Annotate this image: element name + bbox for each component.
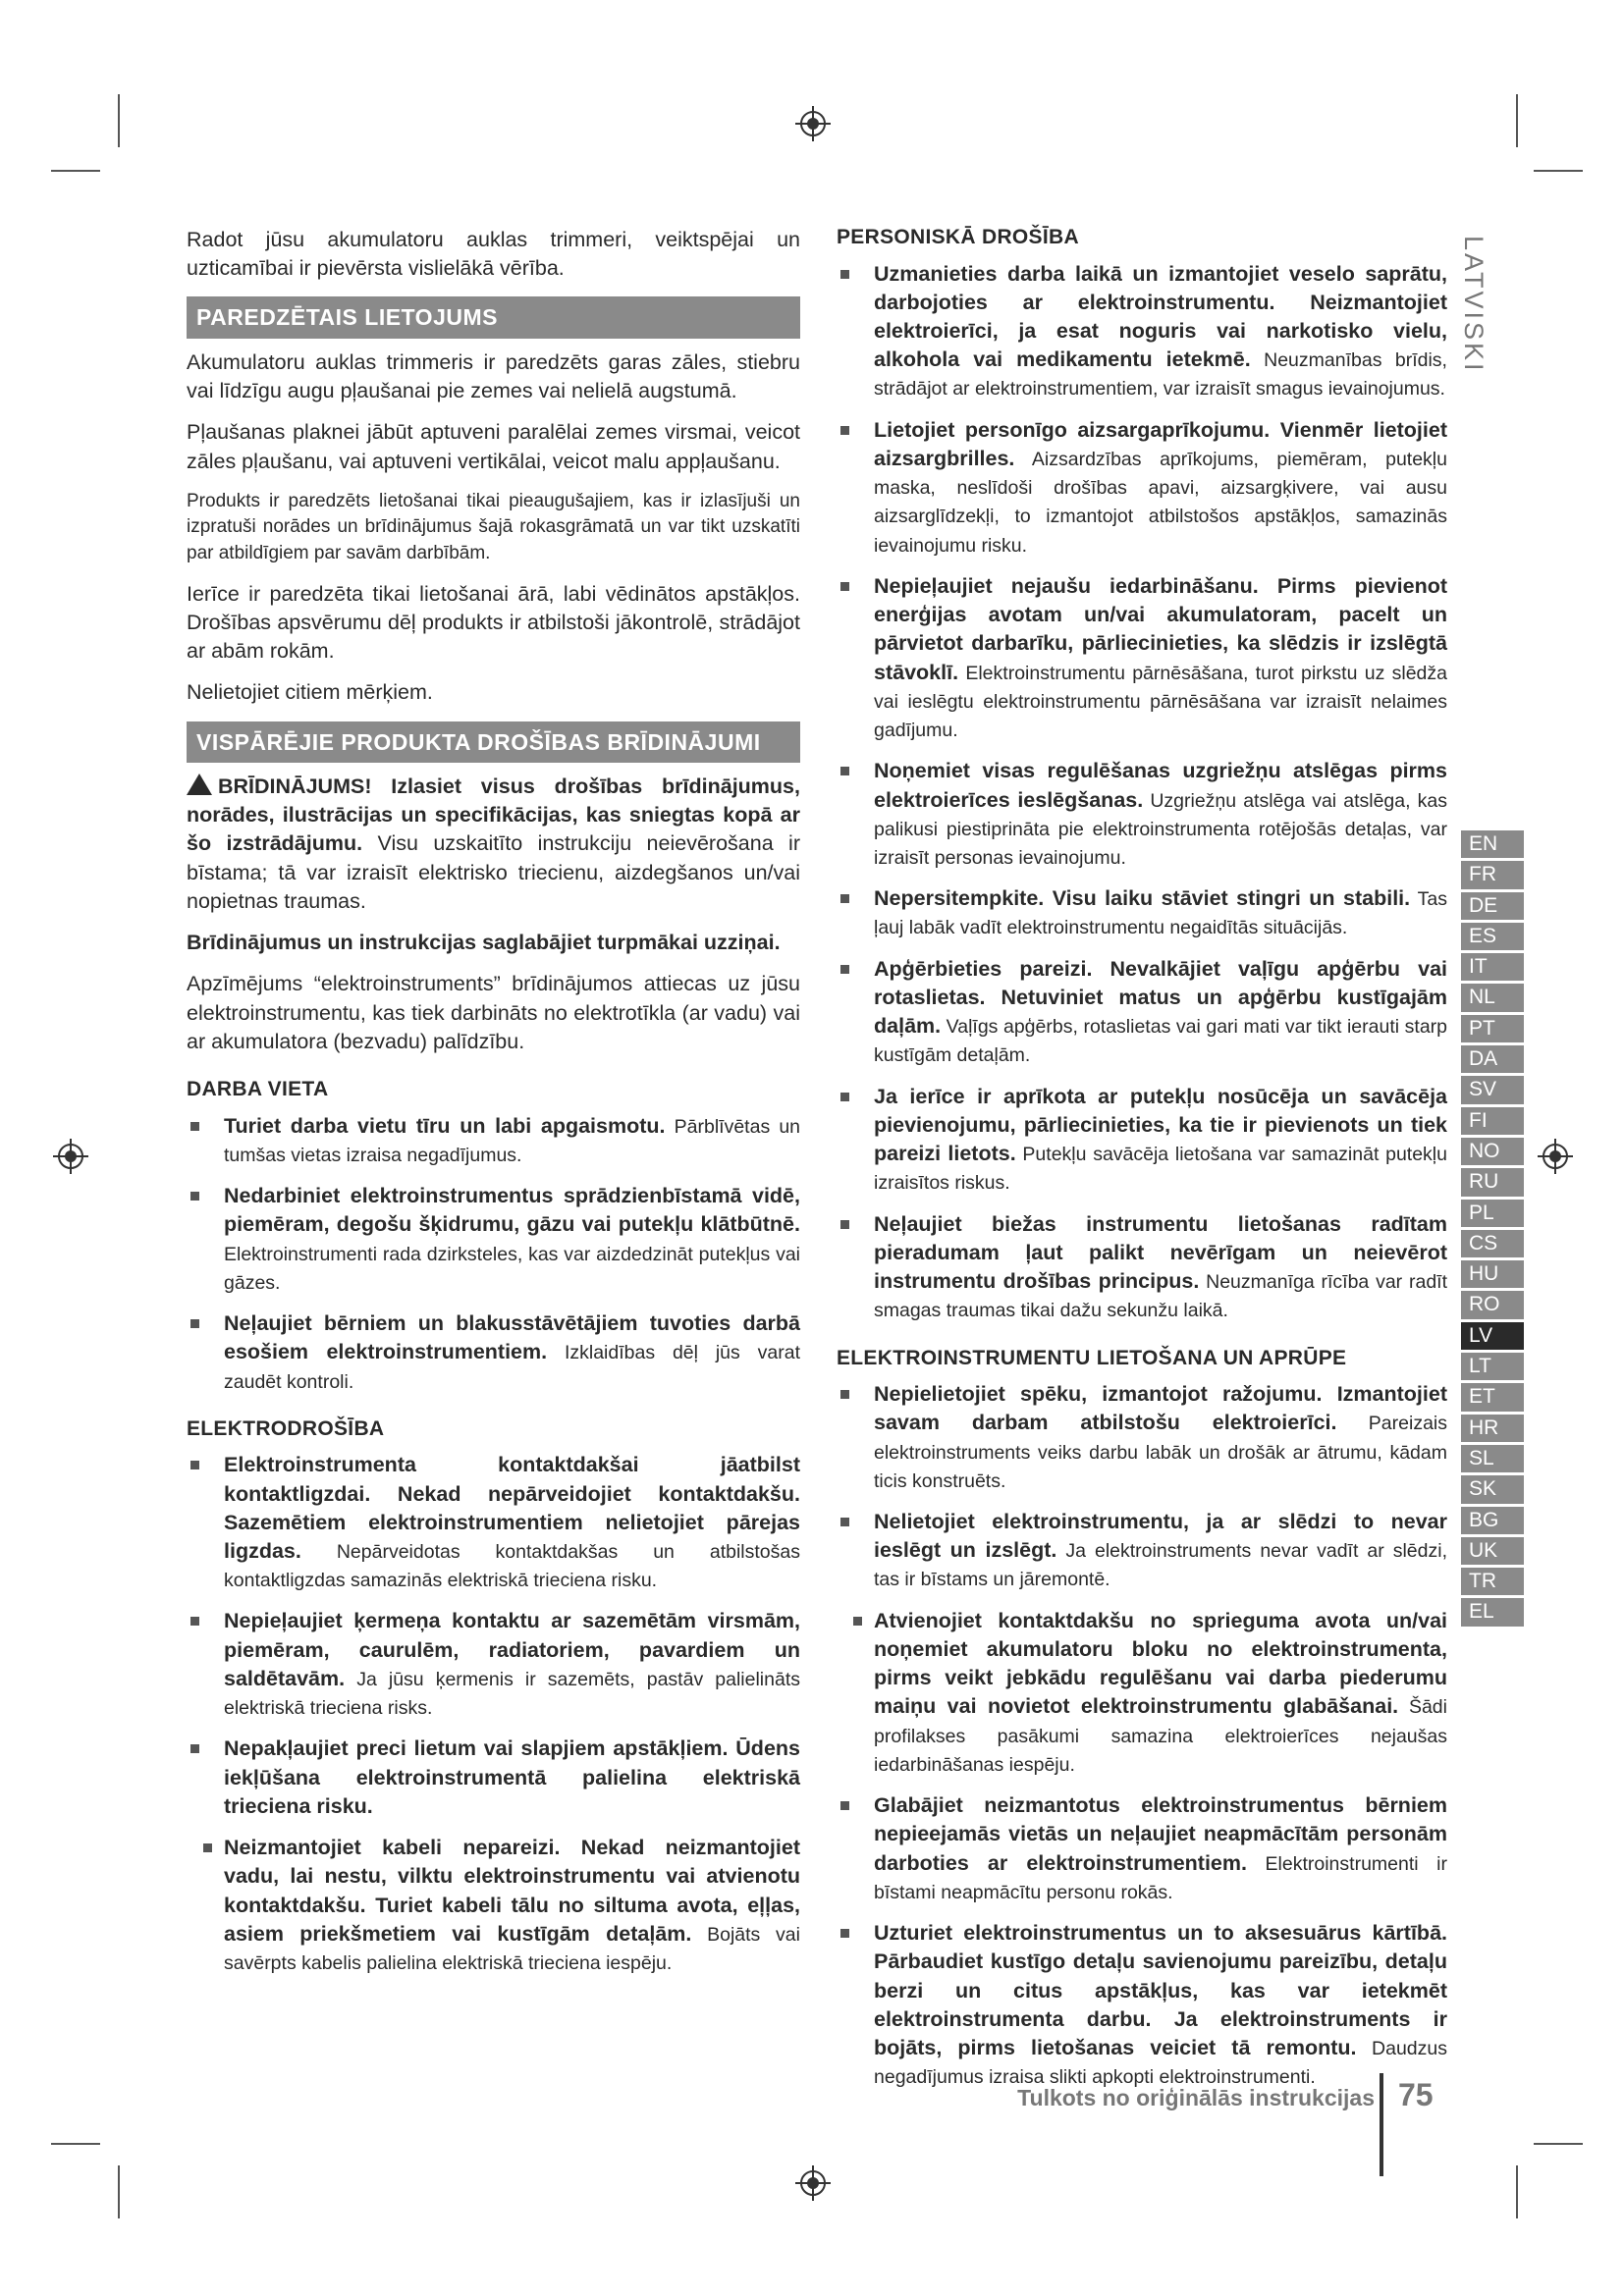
list-item <box>837 1083 1447 1198</box>
language-tab-lv: LV <box>1461 1322 1524 1350</box>
list-item <box>187 1451 800 1594</box>
footer-divider <box>1380 2073 1383 2176</box>
electrical-safety-list <box>187 1451 800 1977</box>
list-item-text: Pārblīvētas un tumšas vietas izraisa negadījumus. <box>224 1115 801 1166</box>
registration-mark-icon <box>793 2163 833 2203</box>
list-item-text: Pareizais elektroinstruments veiks darbu labāk un drošāk ar ātrumu, kādam ticis konstruēts. <box>874 1413 1447 1492</box>
heading-tool-use-care: ELEKTROINSTRUMENTU LIETOŠANA UN APRŪPE <box>837 1346 1347 1369</box>
language-tab-ru: RU <box>1461 1168 1524 1196</box>
list-item-text: Aizsardzības aprīkojums, piemēram, putekļu maska, neslīdoši drošības apavi, aizsargķivere, vai ausu aizsarglīdzekļi, to izmantojot atbilstošos apstākļos, samazinās ievainojumu risku. <box>874 448 1447 557</box>
keep-instructions: Brīdinājumus un instrukcijas saglabājiet turpmākai uzziņai. <box>187 931 781 955</box>
page-number: 75 <box>1398 2077 1434 2112</box>
list-item-text: Vaļīgs apģērbs, rotaslietas vai gari mati var tikt ierauti starp kustīgām detaļām. <box>874 1016 1447 1067</box>
registration-mark-icon <box>793 104 833 143</box>
language-tab-de: DE <box>1461 892 1524 920</box>
language-tab-en: EN <box>1461 830 1524 858</box>
language-tab-fi: FI <box>1461 1107 1524 1135</box>
list-item <box>187 1182 800 1297</box>
list-item <box>837 1791 1447 1906</box>
language-tab-ro: RO <box>1461 1291 1524 1318</box>
list-item <box>187 1735 800 1821</box>
language-tab-pt: PT <box>1461 1015 1524 1042</box>
list-item-bold-text: Nedarbiniet elektroinstrumentus sprādzienbīstamā vidē, piemēram, degošu šķidrumu, gāzu vai putekļu klātbūtnē. <box>224 1184 800 1237</box>
list-item-bold-text: Ja ierīce ir aprīkota ar putekļu nosūcēja un savācēja pievienojumu, pārliecinieties, ka tie ir pievienots un tiek pareizi lietots. <box>874 1084 1447 1166</box>
personal-safety-list <box>837 260 1447 1325</box>
crop-mark <box>118 2165 120 2218</box>
crop-mark <box>51 2143 100 2145</box>
list-item-bold-text: Neļaujiet biežas instrumentu lietošanas radītam pieradumam ļaut palikt nevērīgam un neievērot instrumentu drošības principus. <box>874 1211 1447 1294</box>
language-tab-cs: CS <box>1461 1230 1524 1257</box>
list-item-text: Elektroinstrumentu pārnēsāšana, turot pirkstu uz slēdža vai ieslēgtu elektroinstrumentu pārnēsāšana var izraisīt nelaimes gadījumu. <box>874 662 1447 742</box>
list-item-bold-text: Turiet darba vietu tīru un labi apgaismotu. <box>224 1113 666 1138</box>
list-item-text: Elektroinstrumenti rada dzirksteles, kas var aizdedzināt putekļus vai gāzes. <box>224 1243 800 1294</box>
list-item <box>837 260 1447 403</box>
language-tab-bg: BG <box>1461 1507 1524 1534</box>
crop-mark <box>51 170 100 172</box>
language-tab-sk: SK <box>1461 1475 1524 1503</box>
language-tab-it: IT <box>1461 953 1524 981</box>
language-tab-et: ET <box>1461 1383 1524 1411</box>
left-column <box>187 226 800 1990</box>
paragraph: Ierīce ir paredzēta tikai lietošanai ārā, labi vēdinātos apstākļos. Drošības apsvērumu dēļ produkts ir atbilstoši jākontrolē, strādājot ar abām rokām. <box>187 581 800 664</box>
list-item-bold-text: Lietojiet personīgo aizsargaprīkojumu. Vienmēr lietojiet aizsargbrilles. <box>874 417 1447 470</box>
crop-mark <box>1516 2165 1518 2218</box>
list-item-bold-text: Nepieļaujiet ķermeņa kontaktu ar sazemētām virsmām, piemēram, caurulēm, radiatoriem, pavardiem un saldētavām. <box>224 1609 800 1690</box>
list-item-bold-text: Glabājiet neizmantotus elektroinstrumentus bērniem nepieejamās vietās un neļaujiet neapmācītām personām darboties ar elektroinstrumentiem. <box>874 1793 1447 1875</box>
list-item-bold-text: Uzmanieties darba laikā un izmantojiet veselo saprātu, darbojoties ar elektroinstrumentu. Neizmantojiet elektroierīci, ja esat noguris vai narkotisko vielu, alkohola vai medikamentu ietekmē. <box>874 261 1447 372</box>
list-item <box>837 757 1447 872</box>
list-item-bold-text: Atvienojiet kontaktdakšu no sprieguma avota un/vai noņemiet akumulatoru bloku no elektroinstrumenta, pirms veikt jebkādu regulēšanu vai darba piederumu maiņu vai novietot elektroinstrumentu glabāšanai. <box>874 1608 1447 1719</box>
list-item-text: Ja elektroinstruments nevar vadīt ar slēdzi, tas ir bīstams un jāremontē. <box>874 1540 1447 1591</box>
crop-mark <box>118 94 120 147</box>
list-item <box>187 1607 800 1722</box>
list-item-text: Neuzmanības brīdis, strādājot ar elektroinstrumentiem, var izraisīt smagus ievainojumus. <box>874 349 1447 400</box>
list-item-text: Neuzmanīga rīcība var radīt smagas traumas tikai dažu sekunžu laikā. <box>874 1271 1447 1322</box>
language-tab-sv: SV <box>1461 1076 1524 1103</box>
paragraph: Pļaušanas plaknei jābūt aptuveni paralēlai zemes virsmai, veicot zāles pļaušanu, vai aptuveni vertikālai, veicot malu appļaušanu. <box>187 420 800 473</box>
heading-personal-safety: PERSONISKĀ DROŠĪBA <box>837 226 1079 248</box>
crop-mark <box>1534 2143 1583 2145</box>
list-item-bold-text: Nepakļaujiet preci lietum vai slapjiem apstākļiem. Ūdens iekļūšana elektroinstrumentā palielina elektriskā trieciena risku. <box>224 1736 800 1818</box>
list-item-bold-text: Nepielietojiet spēku, izmantojot ražojumu. Izmantojiet savam darbam atbilstošu elektroierīci. <box>874 1382 1447 1435</box>
list-item <box>850 1607 1447 1779</box>
paragraph: Nelietojiet citiem mērķiem. <box>187 680 433 705</box>
list-item <box>837 1919 1447 2091</box>
list-item <box>837 1508 1447 1594</box>
heading-work-area: DARBA VIETA <box>187 1078 329 1101</box>
language-tab-no: NO <box>1461 1138 1524 1165</box>
section-banner-intended-use: PAREDZĒTAIS LIETOJUMS <box>187 296 800 338</box>
list-item <box>837 884 1447 941</box>
registration-mark-icon <box>51 1137 90 1176</box>
list-item-bold-text: Apģērbieties pareizi. Nevalkājiet vaļīgu apģērbu vai rotaslietas. Netuviniet matus un apģērbu kustīgajām daļām. <box>874 956 1447 1039</box>
registration-mark-icon <box>1536 1137 1575 1176</box>
language-tab-hu: HU <box>1461 1260 1524 1288</box>
tool-use-list <box>837 1380 1447 2091</box>
list-item-text: Tas ļauj labāk vadīt elektroinstrumentu negaidītās situācijās. <box>874 888 1447 939</box>
intro-paragraph: Radot jūsu akumulatoru auklas trimmeri, veiktspējai un uzticamībai ir pievērsta vislielākā vērība. <box>187 228 800 281</box>
language-tab-da: DA <box>1461 1045 1524 1073</box>
work-area-list <box>187 1112 800 1396</box>
list-item-bold-text: Uzturiet elektroinstrumentus un to aksesuārus kārtībā. Pārbaudiet kustīgo detaļu savienojumu pareizību, detaļu berzi un citus apstākļus, kas var ietekmēt elektroinstrumenta darbu. Ja elektroinstruments ir bojāts, pirms lietošanas veiciet tā remontu. <box>874 1921 1447 2059</box>
list-item-bold-text: Elektroinstrumenta kontaktdakšai jāatbilst kontaktligzdai. Nekad nepārveidojiet kontaktdakšu. Sazemētiem elektroinstrumentiem nelietojiet pārejas ligzdas. <box>224 1453 800 1564</box>
language-index <box>1461 830 1524 1629</box>
heading-electrical-safety: ELEKTRODROŠĪBA <box>187 1416 385 1440</box>
crop-mark <box>1534 170 1583 172</box>
list-item <box>837 1210 1447 1325</box>
right-column <box>837 224 1447 2104</box>
list-item-bold-text: Noņemiet visas regulēšanas uzgriežņu atslēgas pirms elektroierīces ieslēgšanas. <box>874 759 1447 812</box>
language-tab-pl: PL <box>1461 1200 1524 1227</box>
paragraph: Akumulatoru auklas trimmeris ir paredzēts garas zāles, stiebru vai līdzīgu augu pļaušanai pie zemes vai nelielā augstumā. <box>187 349 800 403</box>
language-tab-lt: LT <box>1461 1353 1524 1380</box>
language-tab-es: ES <box>1461 923 1524 950</box>
list-item-text: Elektroinstrumenti ir bīstami neapmācītu personu rokās. <box>874 1852 1447 1903</box>
list-item-text: Bojāts vai savērpts kabelis palielina elektriskā trieciena iespēju. <box>224 1923 800 1975</box>
language-tab-tr: TR <box>1461 1568 1524 1595</box>
list-item-text: Putekļu savācēja lietošana var samazināt putekļu izraisītos riskus. <box>874 1144 1447 1195</box>
list-item-text: Ja jūsu ķermenis ir sazemēts, pastāv palielināts elektriskā trieciena risks. <box>224 1668 800 1720</box>
warning-bold-text: BRĪDINĀJUMS! Izlasiet visus drošības brīdinājumus, norādes, ilustrācijas un specifikācijas, kas sniegtas kopā ar šo izstrādājumu. <box>187 774 800 856</box>
crop-mark <box>1516 94 1518 147</box>
list-item-text: Daudzus negadījumus izraisa slikti apkopti elektroinstrumenti. <box>874 2037 1447 2089</box>
list-item-bold-text: Nepieļaujiet nejaušu iedarbināšanu. Pirms pievienot enerģijas avotam un/vai akumulatoram, pacelt un pārvietot darbarīku, pārliecinieties, ka slēdzis ir izslēgtā stāvoklī. <box>874 573 1447 684</box>
footer-translation-note: Tulkots no oriģinālās instrukcijas <box>1017 2085 1375 2110</box>
list-item-text: Izklaidības dēļ jūs varat zaudēt kontroli. <box>224 1342 800 1393</box>
list-item-text: Uzgriežņu atslēga vai atslēga, kas palikusi piestiprināta pie elektroinstrumenta rotējošās detaļas, var izraisīt personas ievainojumu. <box>874 789 1447 869</box>
list-item <box>837 416 1447 560</box>
list-item <box>837 572 1447 744</box>
language-tab-hr: HR <box>1461 1415 1524 1442</box>
list-item-bold-text: Neļaujiet bērniem un blakusstāvētājiem tuvoties darbā esošiem elektroinstrumentiem. <box>224 1311 800 1364</box>
list-item-bold-text: Neizmantojiet kabeli nepareizi. Nekad neizmantojiet vadu, lai nestu, vilktu elektroinstrumentu vai atvienotu kontaktdakšu. Turiet kabeli tālu no siltuma avota, eļļas, asiem priekšmetiem vai kustīgām detaļām. <box>224 1836 800 1946</box>
paragraph: Apzīmējums “elektroinstruments” brīdinājumos attiecas uz jūsu elektroinstrumentu, kas tiek darbināts no elektrotīkla (ar vadu) vai ar akumulatora (bezvadu) palīdzību. <box>187 972 800 1053</box>
list-item-text: Šādi profilakses pasākumi samazina elektroierīces nejaušas iedarbināšanas iespēju. <box>874 1696 1447 1776</box>
list-item <box>837 1380 1447 1495</box>
list-item <box>187 1112 800 1169</box>
warning-triangle-icon <box>187 774 212 795</box>
list-item-bold-text: Nepersitempkite. Visu laiku stāviet stingri un stabili. <box>874 886 1411 911</box>
list-item <box>200 1834 800 1977</box>
paragraph: Produkts ir paredzēts lietošanai tikai pieaugušajiem, kas ir izlasījuši un izpratuši norādes un brīdinājumus šajā rokasgrāmatā un var tikt uzskatīti par atbildīgiem par savām darbībām. <box>187 490 800 564</box>
list-item-bold-text: Nelietojiet elektroinstrumentu, ja ar slēdzi to nevar ieslēgt un izslēgt. <box>874 1510 1447 1563</box>
side-language-title: LATVISKI <box>1459 236 1489 374</box>
list-item <box>187 1309 800 1396</box>
section-banner-safety-warnings: VISPĀRĒJIE PRODUKTA DROŠĪBAS BRĪDINĀJUMI <box>187 721 800 763</box>
list-item-text: Nepārveidotas kontaktdakšas un atbilstošas kontaktligzdas samazinās elektriskā trieciena risku. <box>224 1541 800 1592</box>
language-tab-el: EL <box>1461 1598 1524 1626</box>
warning-paragraph <box>187 773 800 916</box>
warning-text: Visu uzskaitīto instrukciju neievērošana ir bīstama; tā var izraisīt elektrisko triecienu, aizdegšanos un/vai nopietnas traumas. <box>187 831 800 913</box>
language-tab-uk: UK <box>1461 1537 1524 1565</box>
language-tab-nl: NL <box>1461 984 1524 1011</box>
list-item <box>837 955 1447 1070</box>
language-tab-fr: FR <box>1461 861 1524 888</box>
language-tab-sl: SL <box>1461 1445 1524 1472</box>
